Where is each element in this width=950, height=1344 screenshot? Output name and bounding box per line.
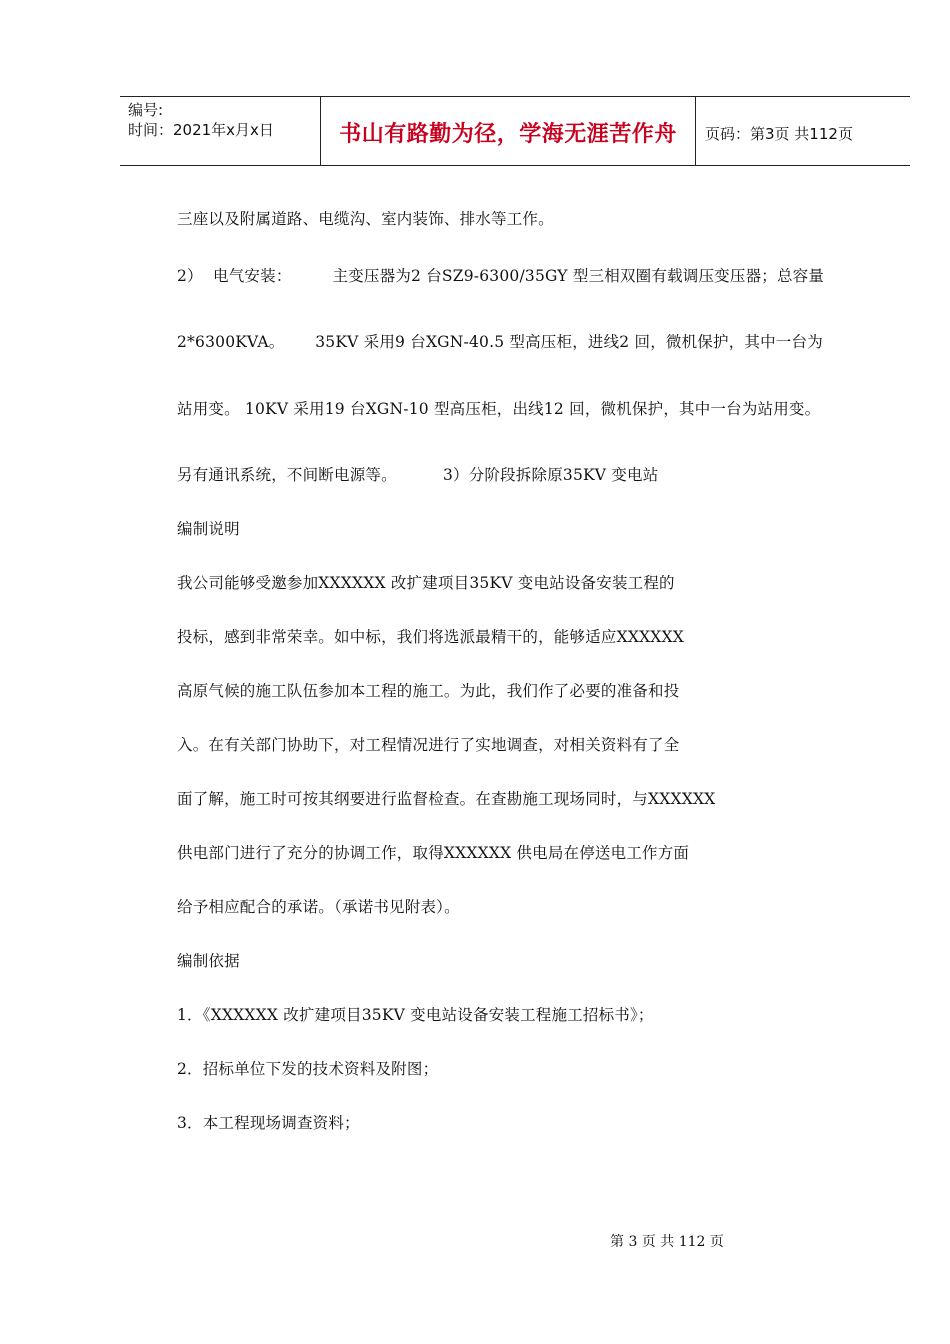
header-motto: 书山有路勤为径，学海无涯苦作舟 xyxy=(339,122,677,147)
body-line: 高原气候的施工队伍参加本工程的施工。为此，我们作了必要的准备和投 xyxy=(177,682,680,700)
body-line: 另有通讯系统，不间断电源等。 3）分阶段拆除原35KV 变电站 xyxy=(177,466,659,484)
body-line: 2） 电气安装： 主变压器为2 台SZ9-6300/35GY 型三相双圈有载调压变压器；总容量 xyxy=(177,267,825,285)
page-footer: 第 3 页 共 112 页 xyxy=(610,1234,724,1250)
header-page-info: 页码：第3页 共112页 xyxy=(705,125,853,143)
header-page-cell xyxy=(695,97,910,165)
section-heading-compilation-notes: 编制说明 xyxy=(177,520,240,538)
body-line: 我公司能够受邀参加XXXXXX 改扩建项目35KV 变电站设备安装工程的 xyxy=(177,574,675,592)
body-line: 入。在有关部门协助下，对工程情况进行了实地调查，对相关资料有了全 xyxy=(177,736,680,754)
body-line: 面了解，施工时可按其纲要进行监督检查。在查勘施工现场同时，与XXXXXX xyxy=(177,790,716,808)
document-time-label: 时间：2021年x月x日 xyxy=(128,121,274,139)
page-header xyxy=(120,96,910,166)
header-motto-cell xyxy=(320,97,696,165)
list-item: 2．招标单位下发的技术资料及附图； xyxy=(177,1060,439,1078)
body-line: 供电部门进行了充分的协调工作，取得XXXXXX 供电局在停送电工作方面 xyxy=(177,844,690,862)
list-item: 3．本工程现场调查资料； xyxy=(177,1114,360,1132)
header-meta-cell xyxy=(120,97,320,165)
section-heading-compilation-basis: 编制依据 xyxy=(177,952,240,970)
document-number-label: 编号: xyxy=(128,101,164,119)
body-line: 三座以及附属道路、电缆沟、室内装饰、排水等工作。 xyxy=(177,210,554,228)
body-line: 站用变。 10KV 采用19 台XGN-10 型高压柜，出线12 回，微机保护，其中一台为站用变。 xyxy=(177,400,821,418)
list-item: 1．《XXXXXX 改扩建项目35KV 变电站设备安装工程施工招标书》； xyxy=(177,1006,654,1024)
body-line: 给予相应配合的承诺。（承诺书见附表）。 xyxy=(177,898,460,916)
body-line: 2*6300KVA。 35KV 采用9 台XGN-40.5 型高压柜，进线2 回，微机保护，其中一台为 xyxy=(177,333,823,351)
body-line: 投标，感到非常荣幸。如中标，我们将选派最精干的，能够适应XXXXXX xyxy=(177,628,685,646)
